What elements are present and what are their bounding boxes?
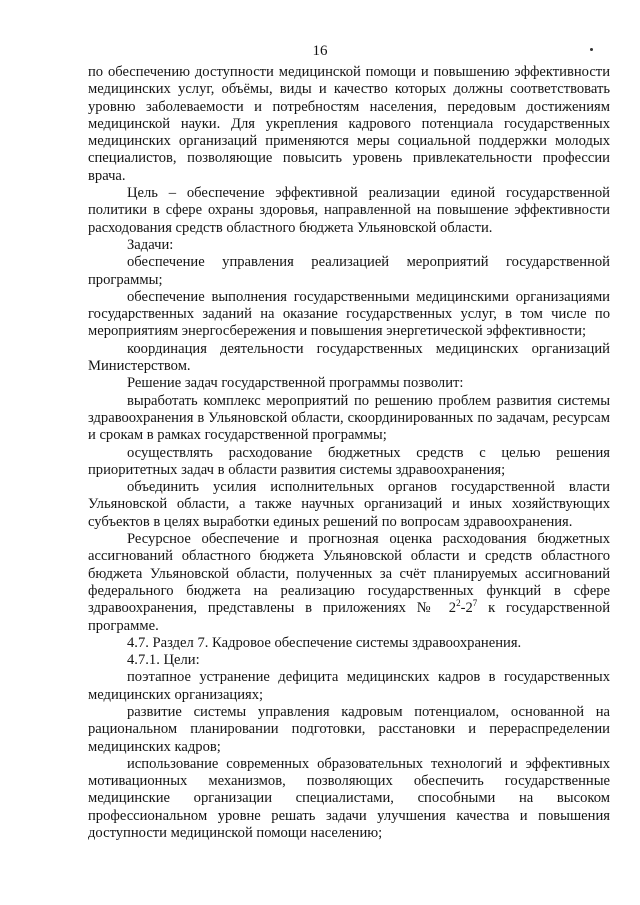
appendix-ref-exp-1: 2 xyxy=(456,598,461,609)
paragraph-resources xyxy=(88,531,610,635)
paragraph-aim-1: поэтапное устранение дефицита медицинских кадров в государственных медицинских организациях; xyxy=(88,669,610,703)
paragraph-task-3: координация деятельности государственных медицинских организаций Министерством. xyxy=(88,340,610,375)
paragraph-task-1: обеспечение управления реализацией мероприятий государственной программы; xyxy=(88,254,610,288)
appendix-ref-exp-2: 7 xyxy=(472,598,478,609)
paragraph-resources-text: Ресурсное обеспечение и прогнозная оценка расходования бюджетных ассигнований областного бюджета Ульяновской области и средств областного бюджета Ульяновской области, полученных за счёт планируемых ассигнований федерального бюджета на реализацию государственных функций в сфере здравоохранения, представлены в приложениях № xyxy=(88,531,610,617)
paragraph-solution-heading: Решение задач государственной программы позволит: xyxy=(127,375,464,392)
page-number: 16 xyxy=(312,43,328,59)
subsection-heading: 4.7.1. Цели: xyxy=(127,652,200,669)
paragraph-solution-2: осуществлять расходование бюджетных средств с целью решения приоритетных задач в области развития системы здравоохранения; xyxy=(88,444,610,478)
paragraph-solution-3: объединить усилия исполнительных органов государственной власти Ульяновской области, а также научных организаций и иных хозяйствующих субъектов в целях выработки единых решений по вопросам здравоохранения. xyxy=(88,479,610,530)
paragraph-solution-1: выработать комплекс мероприятий по решению проблем развития системы здравоохранения в Ульяновской области, скоординированных по задачам, ресурсам и срокам в рамках государственной программы; xyxy=(88,392,610,444)
scan-speck xyxy=(590,48,593,51)
paragraph-continuation: по обеспечению доступности медицинской помощи и повышению эффективности медицинских услуг, объёмы, виды и качество которых должны соответствовать уровню заболеваемости и потребностям населения, передовым достижениям медицинской науки. Для укрепления кадрового потенциала государственных медицинских организаций применяются меры социальной поддержки молодых специалистов, позволяющие повысить уровень привлекательности профессии врача. xyxy=(88,64,610,184)
paragraph-tasks-heading: Задачи: xyxy=(127,236,174,253)
paragraph-task-2: обеспечение выполнения государственными медицинскими организациями государственных заданий на оказание государственных услуг, в том числе по мероприятиям энергосбережения и повышения энергетической эффективности; xyxy=(88,288,610,340)
appendix-ref-base-1: 2 xyxy=(448,600,457,617)
appendix-ref-tail: к государственной программе. xyxy=(88,600,611,634)
paragraph-aim-2: развитие системы управления кадровым потенциалом, основанной на рациональном планировании подготовки, расстановки и перераспределении медицинских кадров; xyxy=(88,703,610,755)
document-body xyxy=(88,64,610,842)
paragraph-aim-3: использование современных образовательных технологий и эффективных мотивационных механизмов, позволяющих обеспечить государственные медицинские организации специалистами, способными на высоком профессиональном уровне решать задачи улучшения качества и повышения доступности медицинской помощи населению; xyxy=(88,755,610,842)
appendix-ref-base-2: 2 xyxy=(465,600,473,617)
appendix-ref-dash: - xyxy=(460,600,466,617)
section-heading: 4.7. Раздел 7. Кадровое обеспечение системы здравоохранения. xyxy=(127,634,522,651)
paragraph-goal: Цель – обеспечение эффективной реализации единой государственной политики в сфере охраны здоровья, направленной на повышение эффективности расходования средств областного бюджета Ульяновской области. xyxy=(88,185,610,236)
